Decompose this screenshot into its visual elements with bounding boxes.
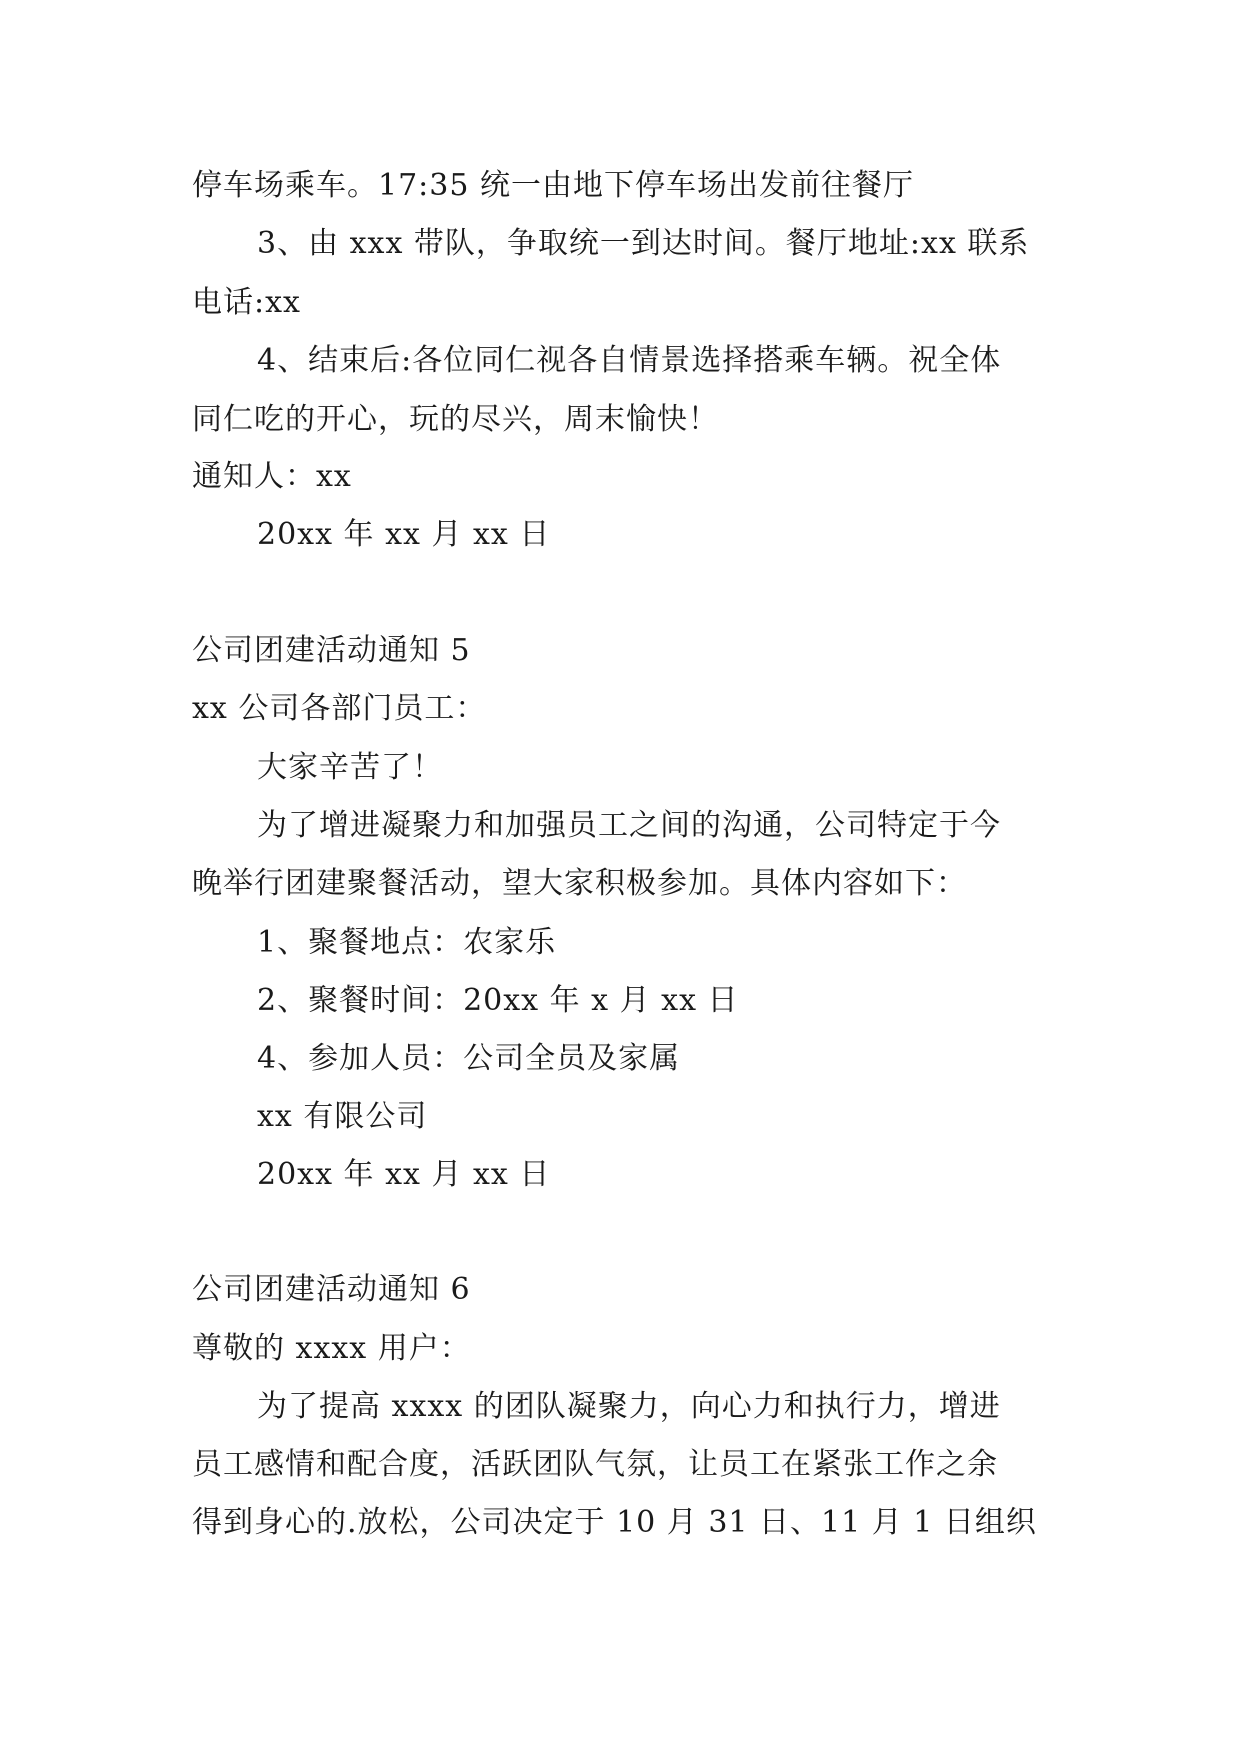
salutation: xx 公司各部门员工： <box>192 691 487 726</box>
paragraph-line: 同仁吃的开心，玩的尽兴，周末愉快！ <box>192 402 719 437</box>
signature-label: 通知人：xx <box>192 459 352 494</box>
paragraph-line: 4、结束后:各位同仁视各自情景选择搭乘车辆。祝全体 <box>257 343 1002 378</box>
list-item: 4、参加人员：公司全员及家属 <box>257 1041 681 1076</box>
paragraph-line: 电话:xx <box>192 285 301 320</box>
paragraph-line: 为了提高 xxxx 的团队凝聚力，向心力和执行力，增进 <box>257 1389 1001 1424</box>
section-title: 公司团建活动通知 6 <box>192 1272 471 1307</box>
company-name: xx 有限公司 <box>257 1099 428 1134</box>
list-item: 1、聚餐地点：农家乐 <box>257 925 557 960</box>
date-line: 20xx 年 xx 月 xx 日 <box>257 1157 551 1192</box>
paragraph-line: 晚举行团建聚餐活动，望大家积极参加。具体内容如下： <box>192 866 967 901</box>
list-item: 2、聚餐时间：20xx 年 x 月 xx 日 <box>257 983 739 1018</box>
paragraph-line: 大家辛苦了！ <box>257 750 443 785</box>
paragraph-line: 3、由 xxx 带队，争取统一到达时间。餐厅地址:xx 联系 <box>257 226 1030 261</box>
paragraph-line: 员工感情和配合度，活跃团队气氛，让员工在紧张工作之余 <box>192 1447 998 1482</box>
paragraph-line: 为了增进凝聚力和加强员工之间的沟通，公司特定于今 <box>257 808 1001 843</box>
section-title: 公司团建活动通知 5 <box>192 633 471 668</box>
salutation: 尊敬的 xxxx 用户： <box>192 1331 471 1366</box>
paragraph-line: 停车场乘车。17:35 统一由地下停车场出发前往餐厅 <box>192 168 914 203</box>
paragraph-line: 得到身心的.放松，公司决定于 10 月 31 日、11 月 1 日组织 <box>192 1505 1037 1540</box>
date-line: 20xx 年 xx 月 xx 日 <box>257 517 551 552</box>
